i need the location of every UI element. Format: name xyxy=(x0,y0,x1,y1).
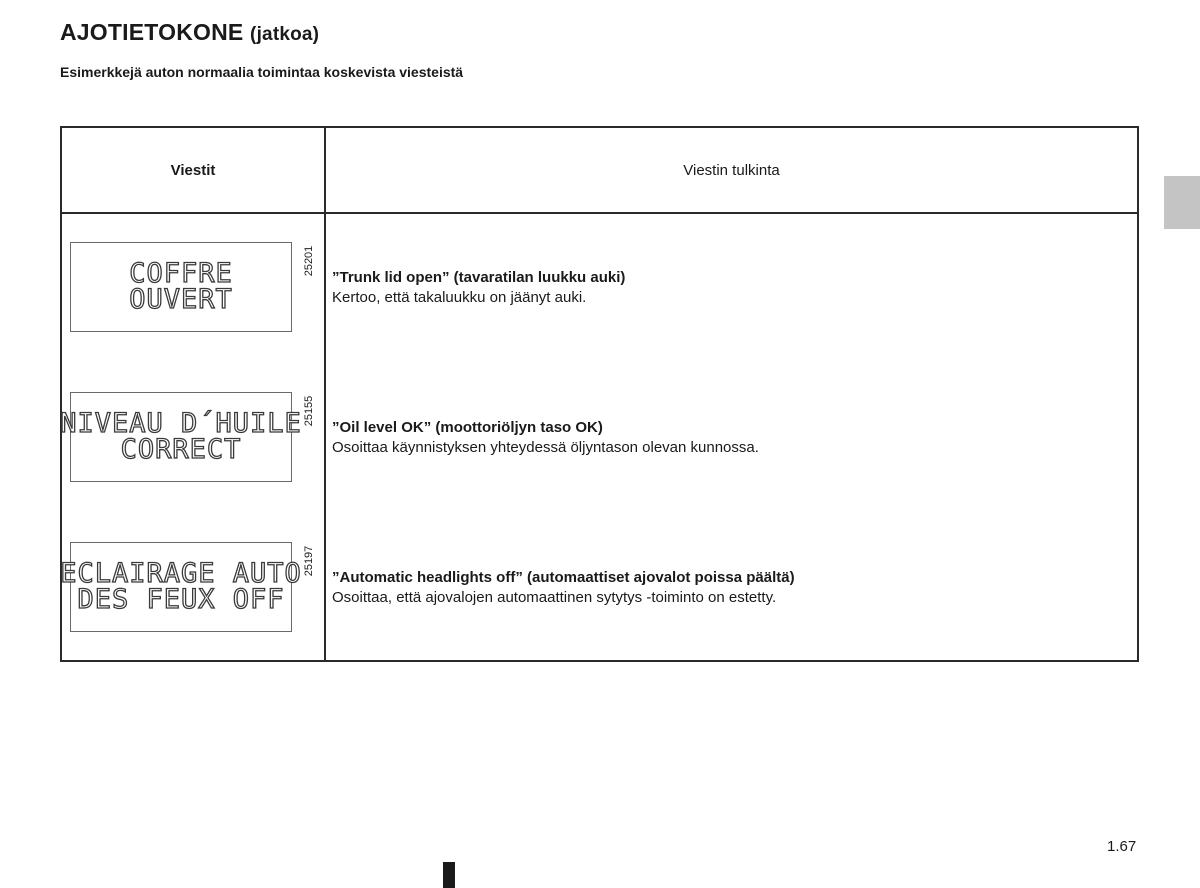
message-heading: ”Trunk lid open” (tavaratilan luukku auki) xyxy=(332,269,626,286)
lcd-line: CORRECT xyxy=(120,434,242,465)
message-interpretation-cell xyxy=(325,213,1138,661)
section-tab-marker xyxy=(1164,176,1200,229)
message-description: Kertoo, että takaluukku on jäänyt auki. xyxy=(332,289,587,306)
section-subtitle: Esimerkkejä auton normaalia toimintaa koskevista viesteistä xyxy=(60,64,464,80)
page-number: 1.67 xyxy=(1107,838,1137,855)
message-description: Osoittaa, että ajovalojen automaattinen sytytys -toiminto on estetty. xyxy=(332,589,777,606)
message-entry-headlights xyxy=(332,568,1127,608)
message-heading: ”Automatic headlights off” (automaattiset ajovalot poissa päältä) xyxy=(332,569,795,586)
lcd-line: ECLAIRAGE AUTO xyxy=(60,558,302,589)
lcd-display-trunk xyxy=(70,242,292,332)
image-ref-number: 25201 xyxy=(303,245,315,277)
page-title-main: AJOTIETOKONE xyxy=(60,19,244,45)
messages-table xyxy=(60,126,1139,662)
lcd-line: NIVEAU D´HUILE xyxy=(60,408,302,439)
column-header-interpretation: Viestin tulkinta xyxy=(325,127,1138,213)
table-header-row xyxy=(61,127,1138,213)
lcd-line: OUVERT xyxy=(129,284,233,315)
message-description: Osoittaa käynnistyksen yhteydessä öljyntason olevan kunnossa. xyxy=(332,439,759,456)
message-entry-oil xyxy=(332,418,1127,458)
table-row xyxy=(61,213,1138,661)
lcd-display-headlights xyxy=(60,542,302,632)
message-heading: ”Oil level OK” (moottoriöljyn taso OK) xyxy=(332,419,603,436)
lcd-line: COFFRE xyxy=(129,258,233,289)
lcd-display-oil xyxy=(60,392,302,482)
page-edge-marker xyxy=(443,862,455,888)
page-title-suffix: (jatkoa) xyxy=(250,24,320,45)
page-title xyxy=(60,19,319,46)
image-ref-number: 25155 xyxy=(303,395,315,427)
image-ref-number: 25197 xyxy=(303,545,315,577)
message-displays-cell xyxy=(61,213,325,661)
column-header-messages: Viestit xyxy=(61,127,325,213)
message-entry-trunk xyxy=(332,268,1127,308)
lcd-line: DES FEUX OFF xyxy=(77,584,285,615)
